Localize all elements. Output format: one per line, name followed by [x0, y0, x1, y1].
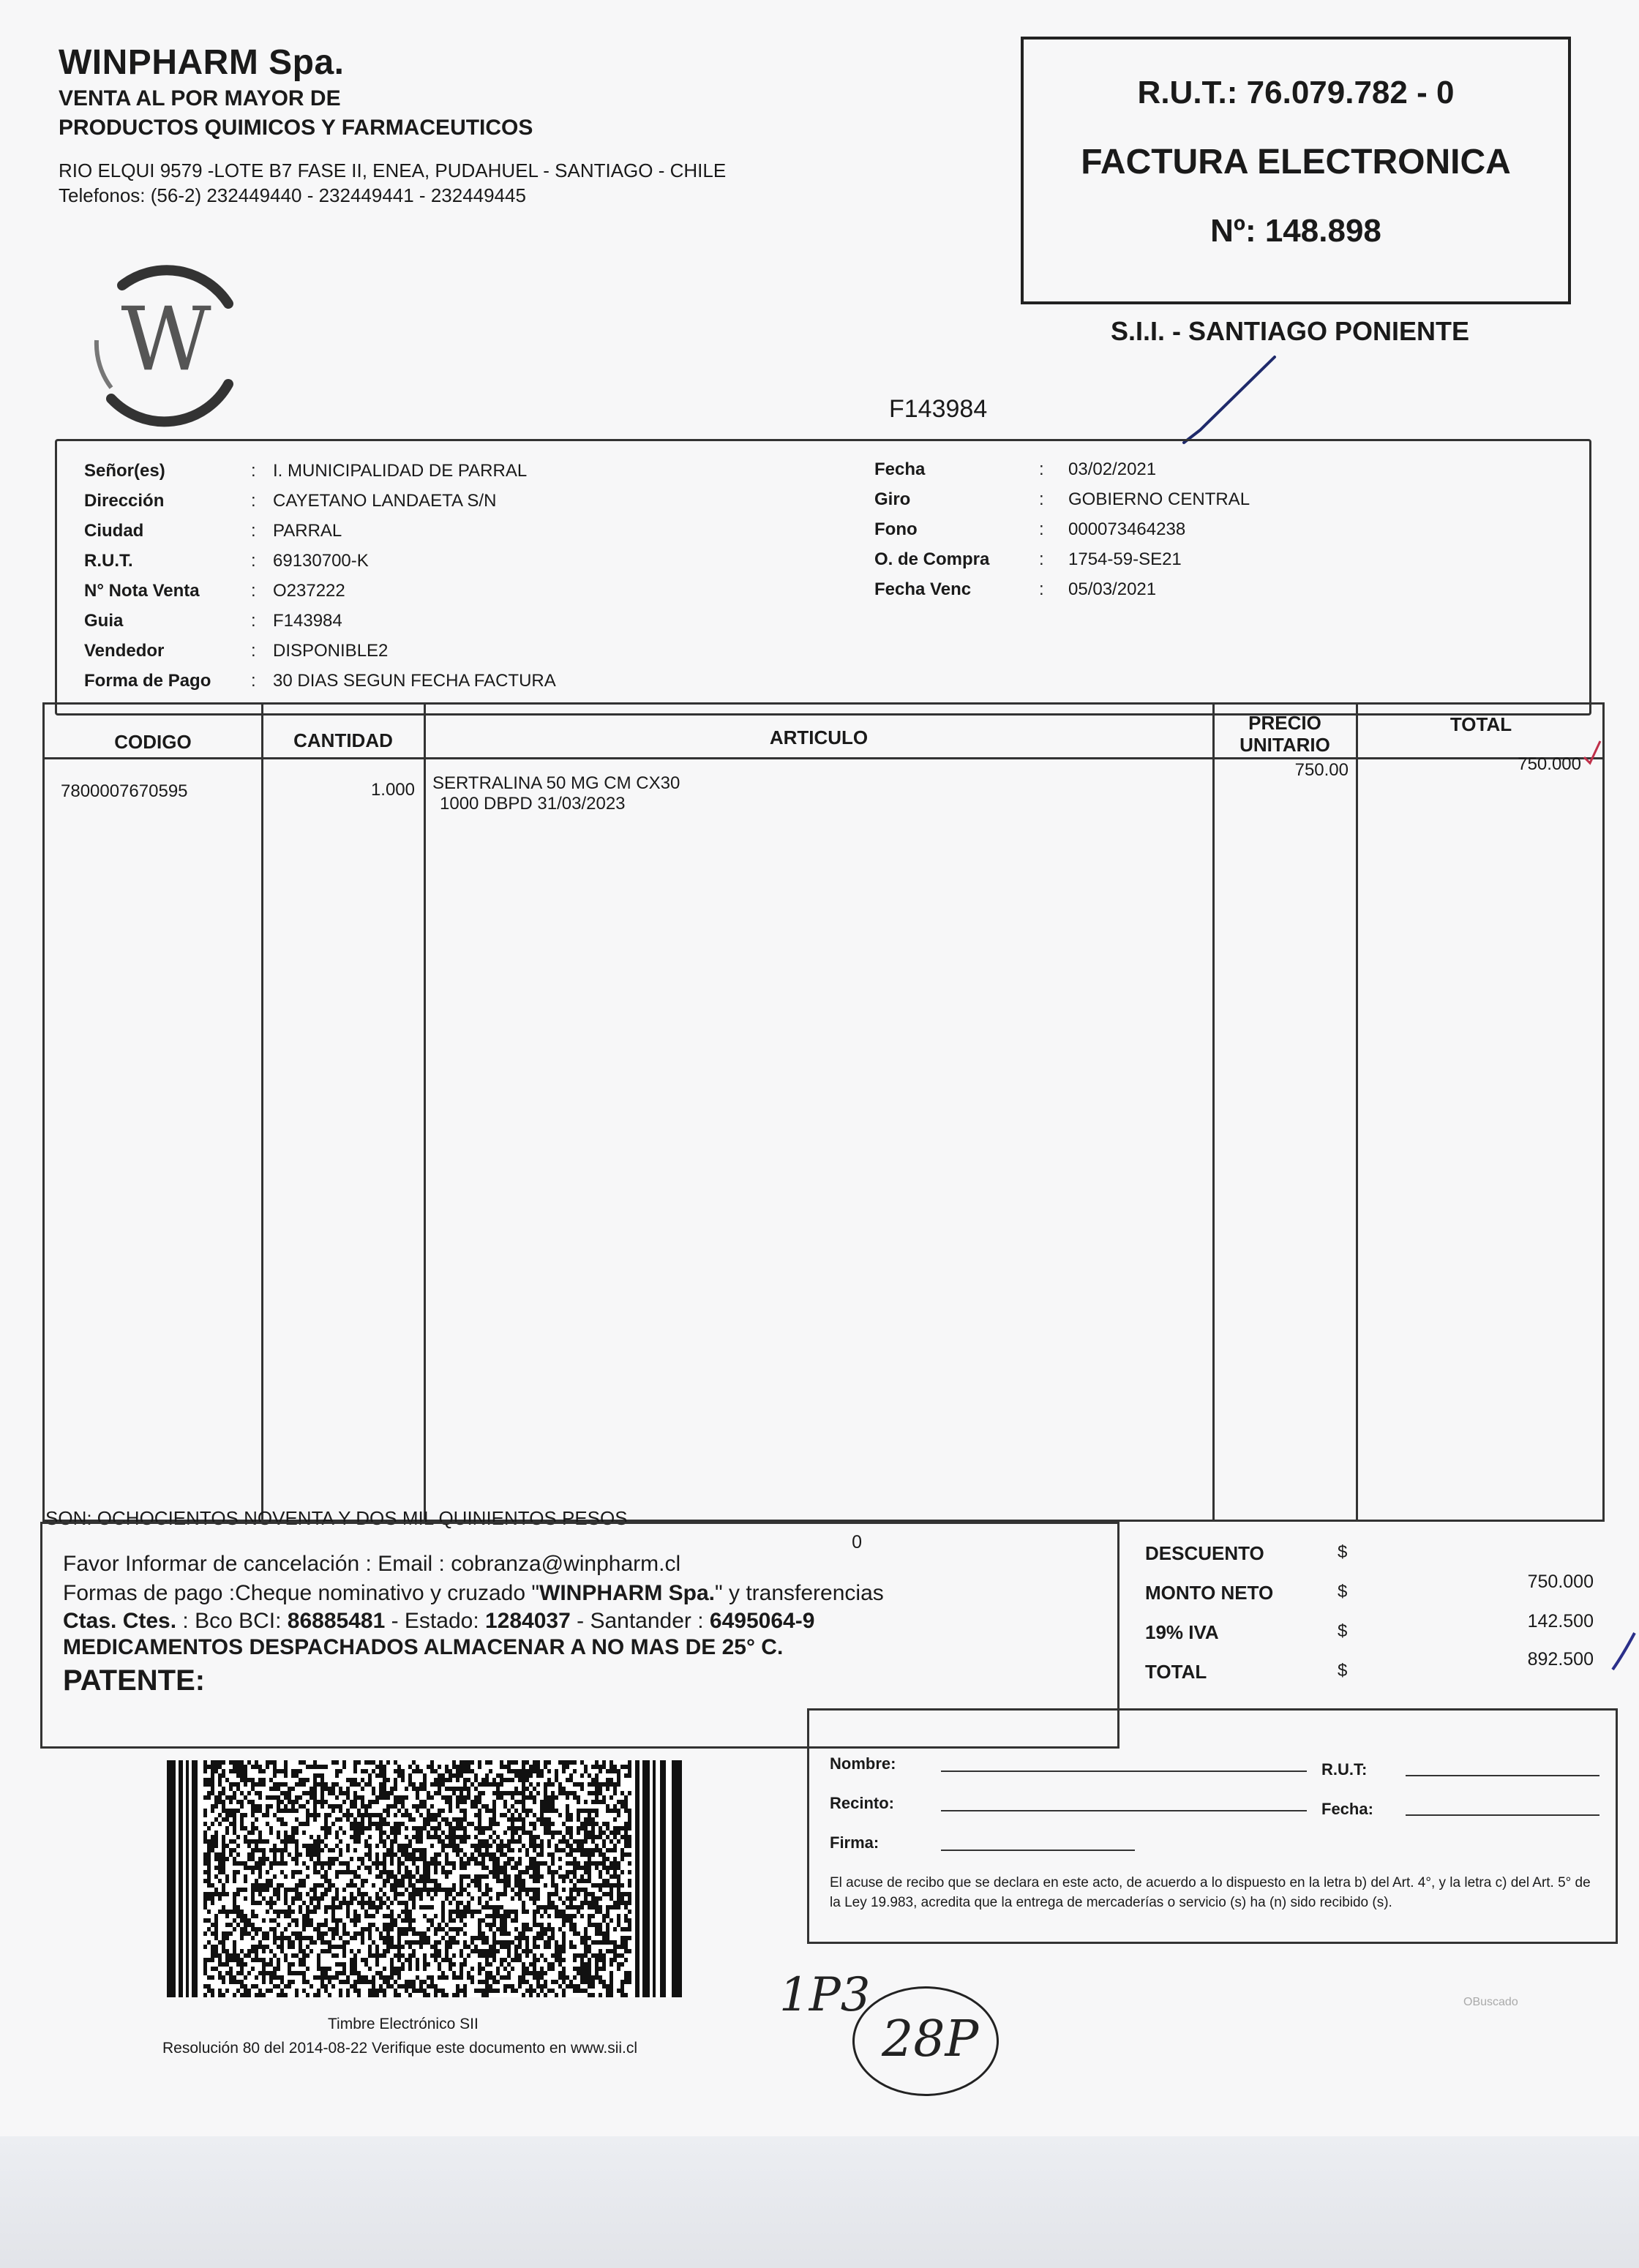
field-label: Vendedor: [84, 641, 165, 661]
header-precio-unitario: PRECIO UNITARIO: [1239, 712, 1330, 756]
field-direccion: Dirección : CAYETANO LANDAETA S/N: [84, 491, 497, 511]
document-id-box: [1021, 37, 1571, 304]
field-value: 1754-59-SE21: [1068, 549, 1182, 569]
field-value: F143984: [273, 611, 342, 631]
amount-in-words: SON: OCHOCIENTOS NOVENTA Y DOS MIL QUINIENTOS PESOS: [45, 1507, 628, 1529]
field-value: 69130700-K: [273, 551, 369, 571]
cell-cantidad: 1.000: [370, 780, 415, 800]
document-title: FACTURA ELECTRONICA: [1081, 143, 1511, 181]
field-senores: Señor(es) : I. MUNICIPALIDAD DE PARRAL: [84, 461, 528, 481]
field-value: 03/02/2021: [1068, 459, 1157, 479]
field-nota-venta: N° Nota Venta : O237222: [84, 581, 345, 601]
field-value: DISPONIBLE2: [273, 641, 389, 661]
field-value: 05/03/2021: [1068, 579, 1157, 599]
company-line-1: VENTA AL POR MAYOR DE: [59, 86, 341, 110]
pdf417-barcode: [167, 1760, 682, 1997]
svg-text:W: W: [121, 289, 211, 391]
field-ciudad: Ciudad : PARRAL: [84, 521, 342, 541]
field-label: Fecha Venc: [874, 579, 972, 599]
field-value: CAYETANO LANDAETA S/N: [273, 491, 497, 511]
field-orden-compra: O. de Compra : 1754-59-SE21: [874, 549, 1182, 569]
field-value: GOBIERNO CENTRAL: [1068, 489, 1250, 509]
resolucion-text: Resolución 80 del 2014-08-22 Verifique este documento en www.sii.cl: [162, 2040, 638, 2057]
sii-office: S.I.I. - SANTIAGO PONIENTE: [1111, 316, 1470, 346]
items-table: [42, 702, 1605, 1522]
field-label: R.U.T.: [84, 551, 133, 571]
field-value: PARRAL: [273, 521, 342, 541]
field-value: I. MUNICIPALIDAD DE PARRAL: [273, 461, 528, 481]
guia-reference: F143984: [889, 395, 988, 423]
ink-mark-icon: [1608, 1626, 1638, 1677]
field-label: Ciudad: [84, 521, 144, 541]
field-label: Fono: [874, 519, 918, 539]
header-cantidad: CANTIDAD: [293, 729, 393, 751]
cell-precio: 750.00: [1294, 760, 1349, 780]
total-label-total: TOTAL: [1145, 1661, 1207, 1683]
field-fecha: Fecha : 03/02/2021: [874, 459, 1157, 479]
total-currency: $: [1338, 1582, 1348, 1602]
receipt-legal-text: El acuse de recibo que se declara en este acto, de acuerdo a lo dispuesto en la letra b) del Art. 4°, y la letra c) del Art. 5° de la Ley 19.983, acredita que la entrega de mercaderías o servicio (s) ha (n) sido recibido (s).: [830, 1875, 1591, 1910]
receipt-recinto-line[interactable]: [941, 1810, 1307, 1811]
receipt-fecha-label: Fecha:: [1321, 1800, 1373, 1818]
issuer-rut: R.U.T.: 76.079.782 - 0: [1137, 75, 1455, 110]
header-total: TOTAL: [1449, 713, 1512, 735]
cell-articulo-lote: 1000 DBPD 31/03/2023: [440, 794, 626, 814]
receipt-rut-label: R.U.T:: [1321, 1760, 1368, 1779]
field-label: Forma de Pago: [84, 671, 211, 691]
field-label: O. de Compra: [874, 549, 990, 569]
field-value: 000073464238: [1068, 519, 1186, 539]
receipt-firma-label: Firma:: [830, 1833, 879, 1852]
header-codigo: CODIGO: [114, 731, 192, 753]
receipt-nombre-line[interactable]: [941, 1771, 1307, 1772]
company-line-2: PRODUCTOS QUIMICOS Y FARMACEUTICOS: [59, 116, 533, 140]
total-label-iva: 19% IVA: [1145, 1621, 1219, 1643]
checkmark-ink-icon: [1178, 351, 1280, 450]
field-forma-pago: Forma de Pago : 30 DIAS SEGUN FECHA FACTURA: [84, 671, 556, 691]
total-value-neto: 750.000: [1527, 1572, 1594, 1592]
note-storage: MEDICAMENTOS DESPACHADOS ALMACENAR A NO MAS DE 25° C.: [63, 1635, 784, 1659]
handwritten-note-1: 1P3: [779, 1968, 871, 2022]
field-fecha-venc: Fecha Venc : 05/03/2021: [874, 579, 1157, 599]
field-guia: Guia : F143984: [84, 611, 342, 631]
total-currency: $: [1338, 1621, 1348, 1641]
cell-codigo: 7800007670595: [61, 781, 188, 801]
field-giro: Giro : GOBIERNO CENTRAL: [874, 489, 1250, 509]
cell-articulo: SERTRALINA 50 MG CM CX30: [432, 773, 680, 793]
receipt-rut-line[interactable]: [1406, 1775, 1599, 1776]
note-patente: PATENTE:: [63, 1664, 206, 1697]
field-value: 30 DIAS SEGUN FECHA FACTURA: [273, 671, 556, 691]
field-label: Giro: [874, 489, 911, 509]
handwritten-note-2: 28P: [882, 2010, 979, 2068]
company-phones: Telefonos: (56-2) 232449440 - 232449441 - 232449445: [59, 184, 526, 206]
field-rut: R.U.T. : 69130700-K: [84, 551, 369, 571]
field-vendedor: Vendedor : DISPONIBLE2: [84, 641, 389, 661]
field-label: Señor(es): [84, 461, 165, 481]
total-value-total: 892.500: [1527, 1649, 1594, 1670]
receipt-acknowledgement-box: [807, 1708, 1618, 1944]
total-label-neto: MONTO NETO: [1145, 1582, 1274, 1604]
field-label: Dirección: [84, 491, 165, 511]
total-label-descuento: DESCUENTO: [1145, 1542, 1264, 1564]
field-fono: Fono : 000073464238: [874, 519, 1186, 539]
scan-watermark: OBuscado: [1463, 1996, 1518, 2008]
field-label: Guia: [84, 611, 124, 631]
total-currency: $: [1338, 1661, 1348, 1681]
timbre-label: Timbre Electrónico SII: [328, 2016, 479, 2032]
company-name: WINPHARM Spa.: [59, 43, 345, 82]
receipt-fecha-line[interactable]: [1406, 1814, 1599, 1816]
total-currency: $: [1338, 1542, 1348, 1562]
receipt-nombre-label: Nombre:: [830, 1754, 896, 1773]
field-label: Fecha: [874, 459, 926, 479]
receipt-recinto-label: Recinto:: [830, 1794, 894, 1812]
header-articulo: ARTICULO: [769, 726, 869, 748]
cell-total: 750.000: [1518, 754, 1581, 774]
total-value-descuento: 0: [852, 1532, 862, 1552]
field-label: N° Nota Venta: [84, 581, 200, 601]
field-value: O237222: [273, 581, 345, 601]
w-circle-logo-icon: [82, 260, 250, 428]
invoice-number: Nº: 148.898: [1210, 213, 1381, 249]
receipt-firma-line[interactable]: [941, 1850, 1135, 1851]
client-fields-left: [84, 461, 852, 701]
red-check-icon: [1581, 738, 1603, 767]
page-bottom-shadow: [0, 2136, 1639, 2268]
client-fields-right: [874, 459, 1533, 609]
company-address: RIO ELQUI 9579 -LOTE B7 FASE II, ENEA, PUDAHUEL - SANTIAGO - CHILE: [59, 159, 727, 181]
total-value-iva: 142.500: [1527, 1611, 1594, 1631]
note-bank-accounts: Ctas. Ctes. : Bco BCI: 86885481 - Estado: 1284037 - Santander : 6495064-9: [63, 1609, 815, 1633]
note-payment-forms: Formas de pago :Cheque nominativo y cruzado "WINPHARM Spa." y transferencias: [63, 1581, 884, 1605]
note-email: Favor Informar de cancelación : Email : cobranza@winpharm.cl: [63, 1552, 681, 1576]
